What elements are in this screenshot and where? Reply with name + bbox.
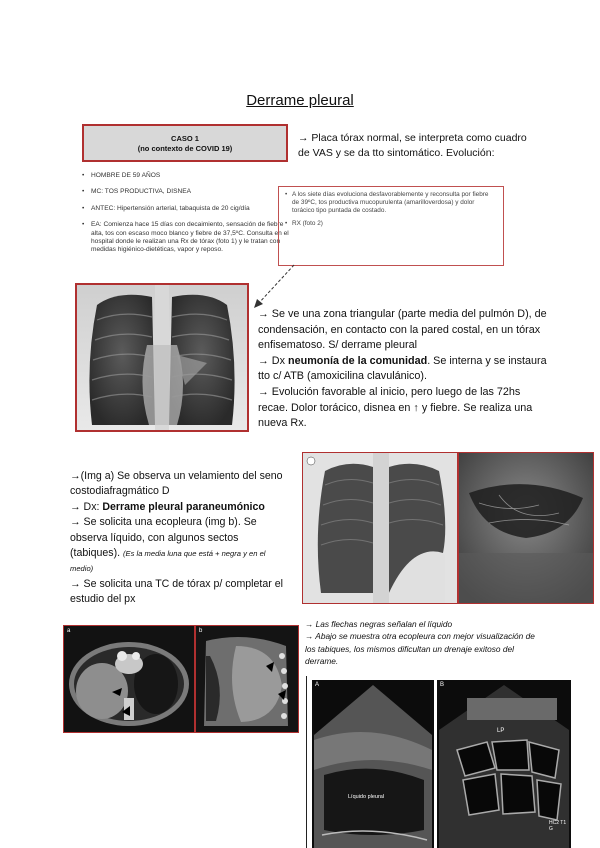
case-item-history: • ANTEC: Hipertensión arterial, tabaquista de 20 cig/día — [82, 205, 292, 213]
page-title: Derrame pleural — [246, 92, 354, 109]
para1-dx — [258, 354, 548, 385]
paragraph-effusion — [70, 469, 290, 608]
para1-line3: → Evolución favorable al inicio, pero luego de las 72hs recae. Dolor torácico, disnea en ↑ y fiebre. Se realiza una nueva Rx. — [258, 385, 533, 430]
evolution-box — [278, 186, 504, 266]
case-title: CASO 1 — [171, 134, 199, 143]
para2-line3-text: → Se solicita una ecopleura (img b). Se observa líquido, con algunos sectos (tabiques). — [70, 516, 257, 560]
evolution-item: • A los siete días evoluciona desfavorablemente y reconsulta por fiebre de 39ºC, tos productiva mucopurulenta (amarilloverdosa) y dolor torácico tipo puntada de costado. — [285, 191, 497, 215]
us-label-b: B — [440, 682, 445, 688]
case-item-complaint: • MC: TOS PRODUCTIVA, DISNEA — [82, 188, 292, 196]
ct-label-b: b — [199, 628, 203, 634]
us-side-label: HC2 T1 G — [549, 820, 567, 832]
ecopleura-2a — [312, 680, 434, 848]
dashed-arrow — [250, 262, 300, 310]
ct-scan-sagittal — [195, 625, 299, 733]
case-header-box — [82, 124, 288, 162]
ecopleura-1 — [458, 452, 594, 604]
evolution-note: → Placa tórax normal, se interpreta como cuadro de VAS y se da tto sintomático. Evolución: — [298, 132, 527, 159]
chest-xray-1 — [75, 283, 249, 432]
para2-dx — [70, 500, 290, 515]
para1-dx-prefix: → Dx — [258, 354, 288, 367]
para2-dx-bold: Derrame pleural paraneumónico — [102, 500, 265, 513]
case-item-age: • HOMBRE DE 59 AÑOS — [82, 172, 292, 180]
ecopleura-2b — [437, 680, 571, 848]
ct-label-a: a — [67, 628, 71, 634]
para1-line1: → Se ve una zona triangular (parte media del pulmón D), de condensación, en contacto con la pared costal, en un tórax enfisematoso. S/ derrame pleural — [258, 308, 547, 352]
us-label-a: A — [315, 682, 320, 688]
para2-line1: →(Img a) Se observa un velamiento del seno costodiafragmático D — [70, 470, 283, 498]
us-liquid-label: Líquido pleural — [348, 794, 385, 800]
para3-line1: → Las flechas negras señalan el líquido — [305, 619, 453, 629]
us-lp-label: LP — [497, 728, 505, 734]
left-border-line — [306, 676, 307, 848]
para3-line2: → Abajo se muestra otra ecopleura con mejor visualización de los tabiques, los mismos dificultan un drenaje exitoso del derrame. — [305, 631, 535, 667]
case-item-current-illness: • EA: Comienza hace 15 días con decaimiento, sensación de fiebre alta, tos con escaso moco blanco y fiebre de 37,5ºC. Consulta en el hospital donde le realizan una Rx de tórax (foto 1) y le tratan con medidas higiénico-dietéticas, vapor y reposo. — [82, 221, 292, 255]
para1-dx-suffix: . Se interna y se instaura tto c/ ATB (amoxicilina clavulánico). — [258, 354, 547, 383]
para2-note: (Es la media luna que está + negra y en el medio) — [70, 549, 266, 574]
chest-xray-2 — [302, 452, 458, 604]
paragraph-pneumonia — [258, 307, 548, 432]
para2-dx-prefix: → Dx: — [70, 500, 103, 513]
para2-line3 — [70, 515, 290, 577]
para1-dx-bold: neumonía de la comunidad — [288, 354, 428, 367]
ct-scan-axial — [63, 625, 195, 733]
para2-line4: → Se solicita una TC de tórax p/ completar el estudio del px — [70, 577, 283, 606]
evolution-item: • RX (foto 2) — [285, 220, 497, 228]
paragraph-septations — [305, 618, 535, 668]
case-subtitle: (no contexto de COVID 19) — [137, 144, 233, 153]
case-history-list — [82, 172, 292, 263]
